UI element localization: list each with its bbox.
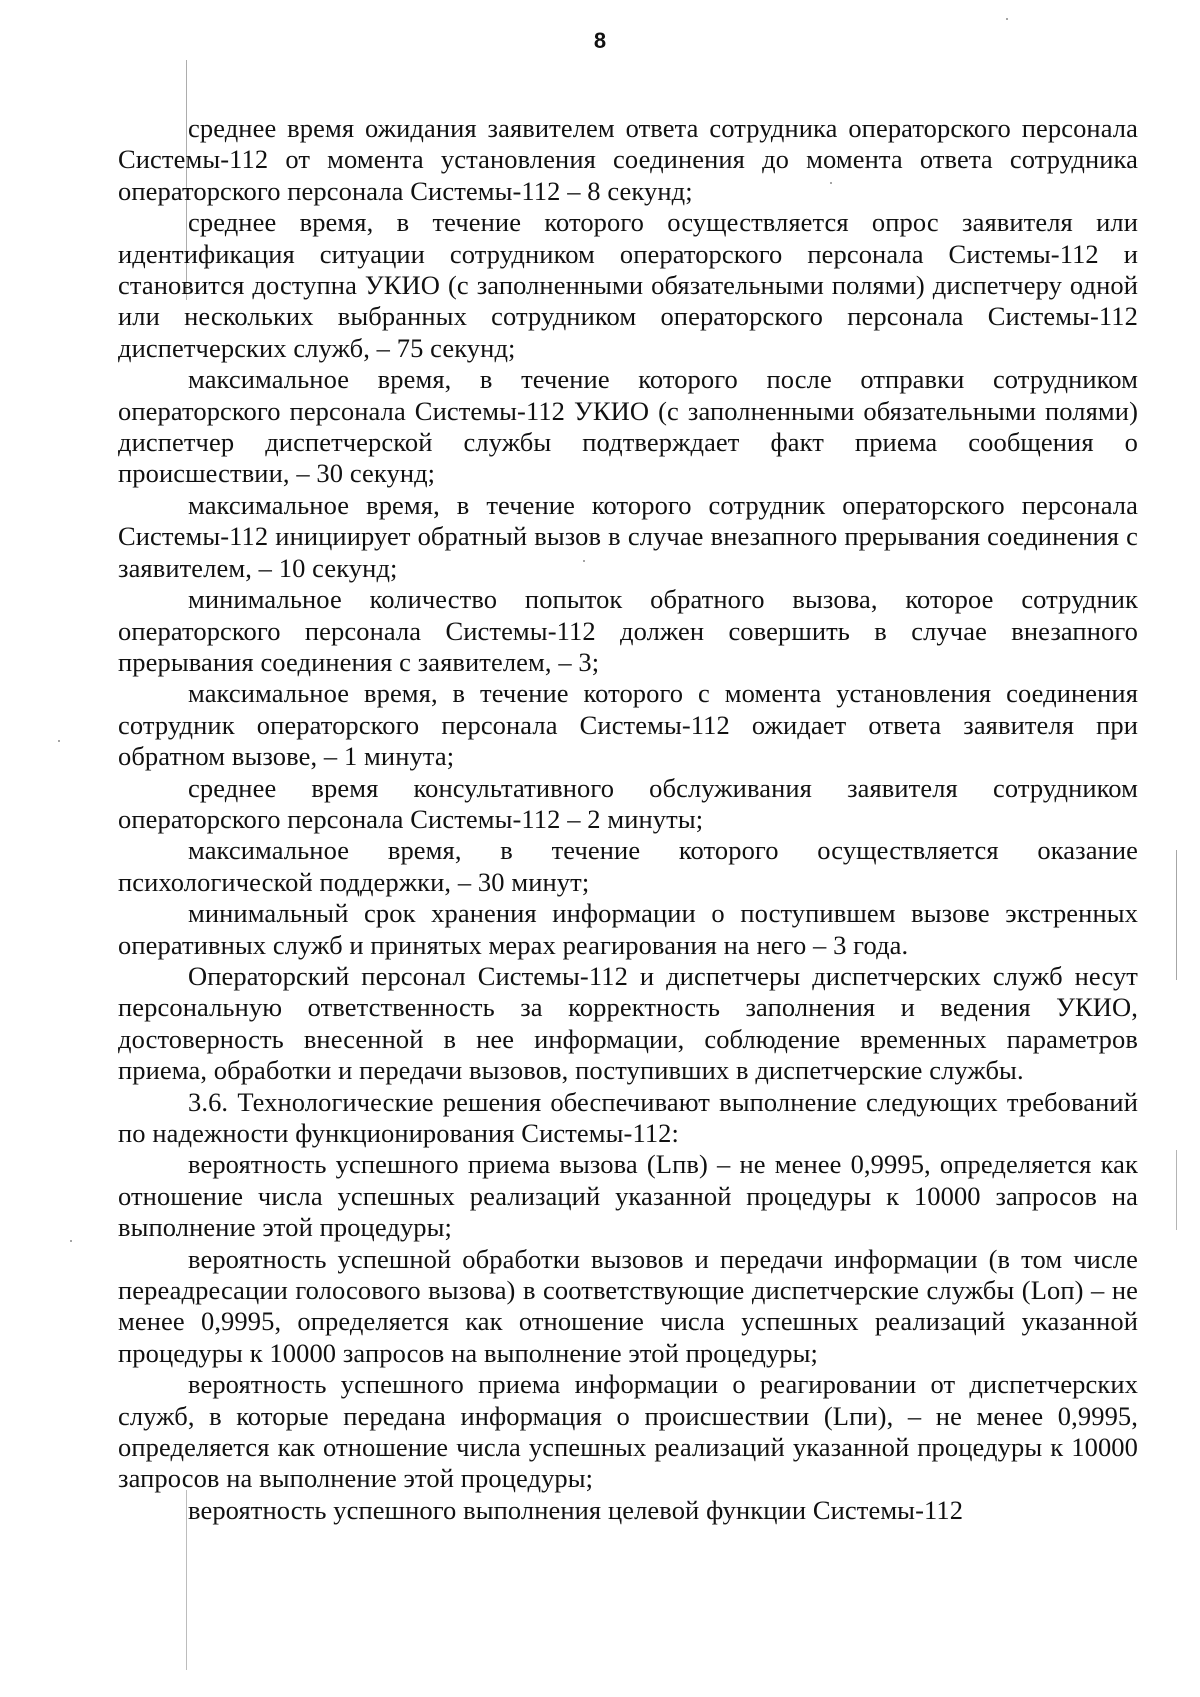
paragraph-call-reception-probability: вероятность успешного приема вызова (Lпв) – не менее 0,9995, определяется как отношение числа успешных реализаций указанной процедуры к 10000 запросов на выполнение этой процедуры;	[118, 1149, 1138, 1243]
page-number: 8	[593, 28, 607, 53]
scan-artifact-dot	[58, 740, 60, 742]
scan-artifact-dot	[70, 1240, 72, 1242]
document-body	[118, 113, 1138, 1526]
scan-artifact-right-margin-line	[1176, 850, 1177, 980]
paragraph-max-callback-wait-time: максимальное время, в течение которого с момента установления соединения сотрудник операторского персонала Системы-112 ожидает ответа заявителя при обратном вызове, – 1 минута;	[118, 678, 1138, 772]
paragraph-average-survey-time: среднее время, в течение которого осуществляется опрос заявителя или идентификация ситуации сотрудником операторского персонала Системы-112 и становится доступна УКИО (с заполненными обязательными полями) диспетчеру одной или нескольких выбранных сотрудником операторского персонала Системы-112 диспетчерских служб, – 75 секунд;	[118, 207, 1138, 363]
paragraph-max-psychological-support-time: максимальное время, в течение которого осуществляется оказание психологической поддержки, – 30 минут;	[118, 835, 1138, 897]
paragraph-average-wait-time: среднее время ожидания заявителем ответа сотрудника операторского персонала Системы-112 от момента установления соединения до момента ответа сотрудника операторского персонала Системы-112 – 8 секунд;	[118, 113, 1138, 206]
paragraph-response-info-probability: вероятность успешного приема информации о реагировании от диспетчерских служб, в которые передана информация о происшествии (Lпи), – не менее 0,9995, определяется как отношение числа успешных реализаций указанной процедуры к 10000 запросов на выполнение этой процедуры;	[118, 1369, 1138, 1494]
paragraph-target-function-probability: вероятность успешного выполнения целевой функции Системы-112	[188, 1494, 964, 1525]
paragraph-max-callback-init-time: максимальное время, в течение которого сотрудник операторского персонала Системы-112 инициирует обратный вызов в случае внезапного прерывания соединения с заявителем, – 10 секунд;	[118, 489, 1138, 583]
paragraph-min-storage-period: минимальный срок хранения информации о поступившем вызове экстренных оперативных служб и принятых мерах реагирования на него – 3 года.	[118, 898, 1138, 960]
scan-artifact-dot	[1006, 18, 1008, 20]
paragraph-min-callback-attempts: минимальное количество попыток обратного вызова, которое сотрудник операторского персонала Системы-112 должен совершить в случае внезапного прерывания соединения с заявителем, – 3;	[118, 584, 1138, 677]
paragraph-section-3-6: 3.6. Технологические решения обеспечивают выполнение следующих требований по надежности функционирования Системы-112:	[118, 1086, 1138, 1148]
paragraph-call-processing-probability: вероятность успешной обработки вызовов и передачи информации (в том числе переадресации голосового вызова) в соответствующие диспетчерские службы (Lоп) – не менее 0,9995, определяется как отношение числа успешных реализаций указанной процедуры к 10000 запросов на выполнение этой процедуры;	[118, 1243, 1138, 1368]
paragraph-average-consultation-time: среднее время консультативного обслуживания заявителя сотрудником операторского персонала Системы-112 – 2 минуты;	[118, 772, 1138, 834]
paragraph-max-confirmation-time: максимальное время, в течение которого после отправки сотрудником операторского персонала Системы-112 УКИО (с заполненными обязательными полями) диспетчер диспетчерской службы подтверждает факт приема сообщения о происшествии, – 30 секунд;	[118, 364, 1138, 489]
scan-artifact-right-margin-line-lower	[1176, 1150, 1177, 1230]
paragraph-personnel-responsibility: Операторский персонал Системы-112 и диспетчеры диспетчерских служб несут персональную ответственность за корректность заполнения и ведения УКИО, достоверность внесенной в нее информации, соблюдение временных параметров приема, обработки и передачи вызовов, поступивших в диспетчерские службы.	[118, 960, 1138, 1086]
